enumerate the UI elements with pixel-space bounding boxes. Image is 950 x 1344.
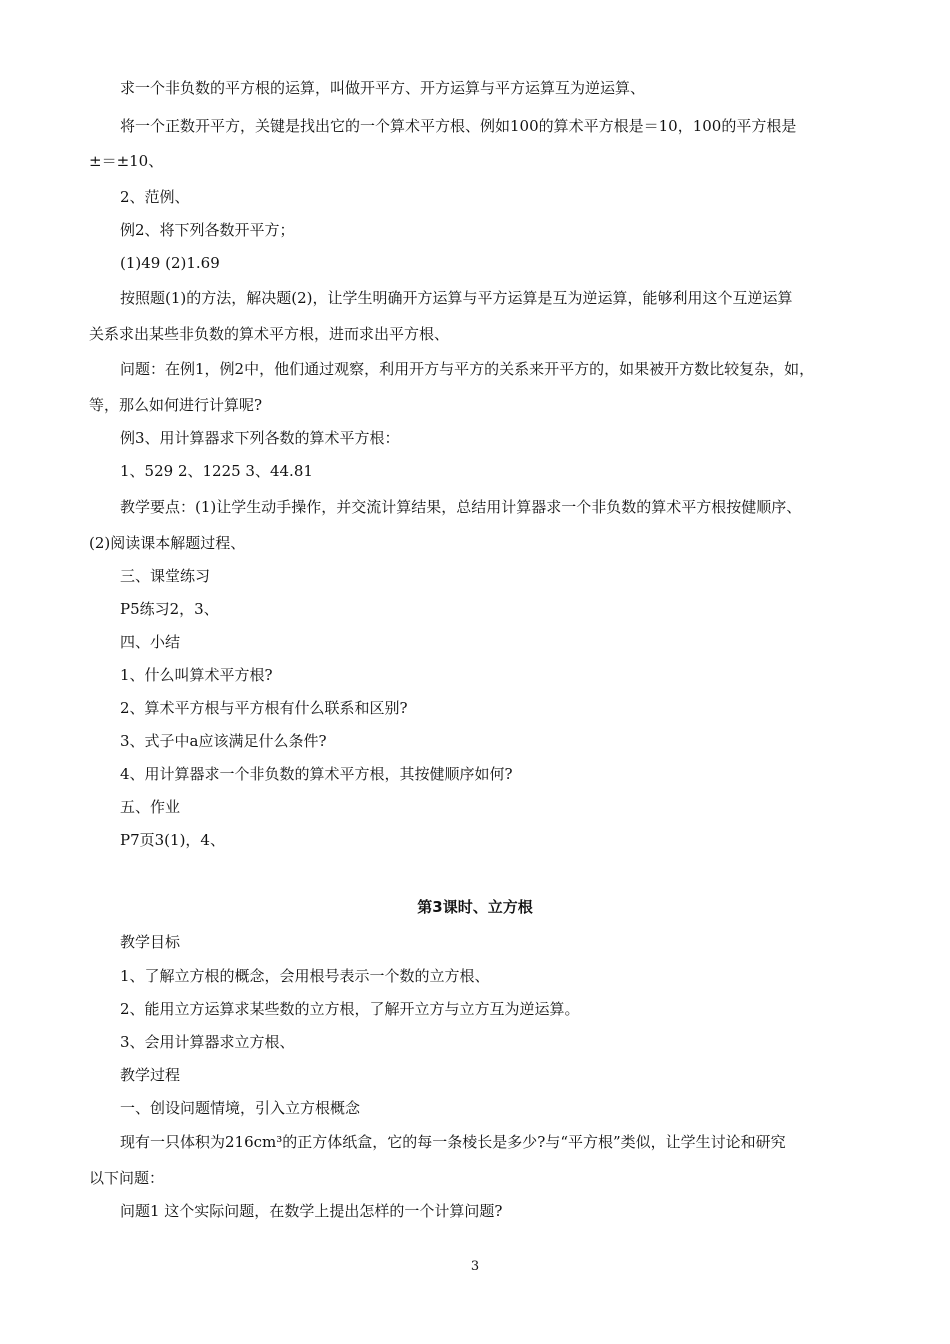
lesson-title: 第3课时、立方根 [417, 898, 533, 916]
paragraph-line: 2、范例、 [120, 188, 190, 206]
page-number: 3 [470, 1259, 480, 1274]
paragraph-line: 求一个非负数的平方根的运算，叫做开平方、开方运算与平方运算互为逆运算、 [120, 79, 646, 97]
paragraph-line: 问题1 这个实际问题，在数学上提出怎样的一个计算问题? [120, 1202, 503, 1220]
paragraph-line: 2、能用立方运算求某些数的立方根，了解开立方与立方互为逆运算。 [120, 1000, 580, 1018]
section-heading: 教学目标 [120, 933, 181, 951]
paragraph-line: 关系求出某些非负数的算术平方根，进而求出平方根、 [89, 325, 450, 343]
paragraph-line: 教学要点：(1)让学生动手操作，并交流计算结果，总结用计算器求一个非负数的算术平方根按健顺序、 [120, 498, 802, 516]
section-heading: 五、作业 [120, 798, 181, 816]
paragraph-line: 以下问题： [89, 1169, 165, 1187]
paragraph-line: 4、用计算器求一个非负数的算术平方根，其按健顺序如何? [120, 765, 513, 783]
section-heading: 一、创设问题情境，引入立方根概念 [120, 1099, 361, 1117]
paragraph-line: 现有一只体积为216cm³的正方体纸盒，它的每一条棱长是多少?与“平方根”类似，让学生讨论和研究 [120, 1133, 786, 1151]
paragraph-line: ±＝±10、 [89, 152, 164, 170]
section-heading: 三、课堂练习 [120, 567, 211, 585]
paragraph-line: (2)阅读课本解题过程、 [89, 534, 246, 552]
paragraph-line: 1、什么叫算术平方根? [120, 666, 273, 684]
paragraph-line: 问题：在例1，例2中，他们通过观察，利用开方与平方的关系来开平方的，如果被开方数比较复杂，如， [120, 360, 815, 378]
paragraph-line: (1)49 (2)1.69 [120, 254, 220, 272]
paragraph-line: 3、式子中a应该满足什么条件? [120, 732, 327, 750]
paragraph-line: P7页3(1)，4、 [120, 831, 225, 849]
paragraph-line: P5练习2，3、 [120, 600, 219, 618]
paragraph-line: 将一个正数开平方，关键是找出它的一个算术平方根、例如100的算术平方根是＝10，100的平方根是 [120, 117, 797, 135]
paragraph-line: 1、了解立方根的概念，会用根号表示一个数的立方根、 [120, 967, 490, 985]
section-heading: 四、小结 [120, 633, 181, 651]
paragraph-line: 例2、将下列各数开平方； [120, 221, 295, 239]
paragraph-line: 等，那么如何进行计算呢? [89, 396, 263, 414]
paragraph-line: 1、529 2、1225 3、44.81 [120, 462, 313, 480]
paragraph-line: 例3、用计算器求下列各数的算术平方根： [120, 429, 400, 447]
paragraph-line: 2、算术平方根与平方根有什么联系和区别? [120, 699, 408, 717]
section-heading: 教学过程 [120, 1066, 181, 1084]
paragraph-line: 3、会用计算器求立方根、 [120, 1033, 295, 1051]
paragraph-line: 按照题(1)的方法，解决题(2)，让学生明确开方运算与平方运算是互为逆运算，能够利用这个互逆运算 [120, 289, 793, 307]
